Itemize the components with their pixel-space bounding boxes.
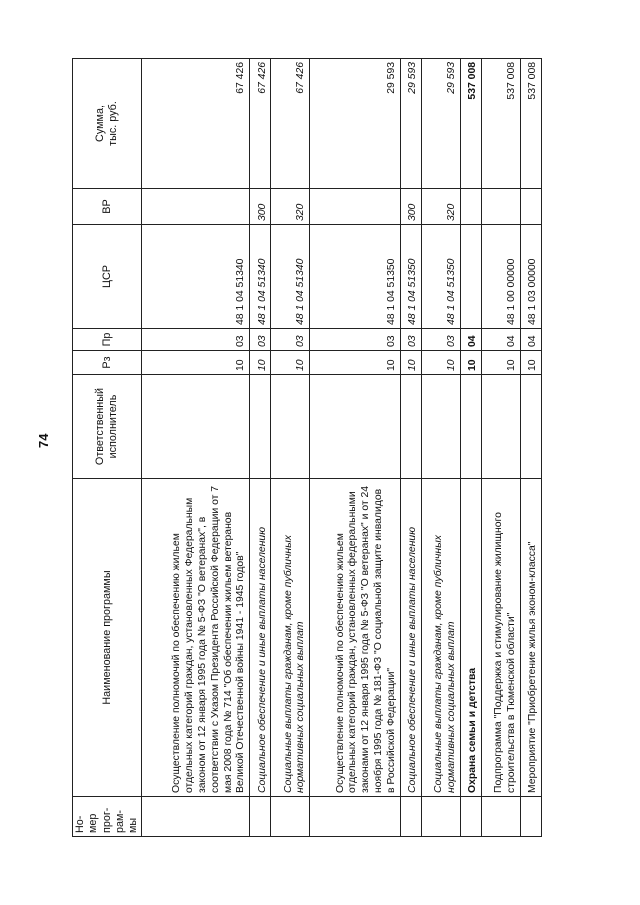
header-number: Но- мер прог- рам- мы: [73, 797, 142, 837]
table-row: [481, 59, 520, 837]
vr-cell: 300: [250, 189, 271, 225]
vr-cell: [460, 189, 481, 225]
executor-cell: [460, 375, 481, 479]
executor-cell: [250, 375, 271, 479]
header-pr: Пр: [73, 329, 142, 351]
csr-cell: 48 1 00 00000: [481, 225, 520, 329]
pr-cell: 03: [400, 329, 421, 351]
header-sum: Сумма, тыс. руб.: [73, 59, 142, 189]
program-name-cell: Социальные выплаты гражданам, кроме публичных нормативных социальных выплат: [421, 479, 460, 797]
num-cell: [250, 797, 271, 837]
pr-cell: 03: [250, 329, 271, 351]
table-row: [142, 59, 250, 837]
csr-cell: 48 1 04 51340: [142, 225, 250, 329]
vr-cell: [481, 189, 520, 225]
csr-cell: 48 1 04 51350: [310, 225, 401, 329]
program-name-cell: Мероприятие "Приобретение жилья эконом-класса": [520, 479, 541, 797]
sum-cell: 29 593: [421, 59, 460, 189]
pr-cell: 04: [481, 329, 520, 351]
header-executor: Ответственный исполнитель: [73, 375, 142, 479]
header-csr: ЦСР: [73, 225, 142, 329]
program-name-cell: Социальное обеспечение и иные выплаты населению: [250, 479, 271, 797]
pr-cell: 03: [142, 329, 250, 351]
num-cell: [310, 797, 401, 837]
vr-cell: [142, 189, 250, 225]
vr-cell: 320: [271, 189, 310, 225]
vr-cell: [310, 189, 401, 225]
rz-cell: 10: [421, 351, 460, 375]
program-name-cell: Социальное обеспечение и иные выплаты населению: [400, 479, 421, 797]
program-name-cell: Социальные выплаты гражданам, кроме публичных нормативных социальных выплат: [271, 479, 310, 797]
csr-cell: 48 1 04 51340: [250, 225, 271, 329]
table-row: [460, 59, 481, 837]
page-number: 74: [36, 433, 51, 448]
header-row: [73, 59, 142, 837]
rz-cell: 10: [250, 351, 271, 375]
sum-cell: 537 008: [520, 59, 541, 189]
sum-cell: 537 008: [481, 59, 520, 189]
num-cell: [142, 797, 250, 837]
budget-table: [72, 58, 542, 837]
table-row: [421, 59, 460, 837]
sum-cell: 67 426: [271, 59, 310, 189]
table-row: [250, 59, 271, 837]
executor-cell: [271, 375, 310, 479]
pr-cell: 04: [460, 329, 481, 351]
table-body: [142, 59, 542, 837]
rz-cell: 10: [460, 351, 481, 375]
sum-cell: 67 426: [250, 59, 271, 189]
rz-cell: 10: [481, 351, 520, 375]
sum-cell: 29 593: [310, 59, 401, 189]
num-cell: [481, 797, 520, 837]
rz-cell: 10: [271, 351, 310, 375]
program-name-cell: Осуществление полномочий по обеспечению жильем отдельных категорий граждан, установленных Федеральным законом от 12 января 1995 года № 5-ФЗ "О ветеранах", в соответствии с Указом Президента Российской Федерации от 7 мая 2008 года № 714 "Об обеспечении жильем ветеранов Великой Отечественной войны 1941 - 1945 годов": [142, 479, 250, 797]
pr-cell: 04: [520, 329, 541, 351]
rz-cell: 10: [142, 351, 250, 375]
csr-cell: [460, 225, 481, 329]
executor-cell: [400, 375, 421, 479]
vr-cell: 300: [400, 189, 421, 225]
executor-cell: [310, 375, 401, 479]
pr-cell: 03: [310, 329, 401, 351]
pr-cell: 03: [271, 329, 310, 351]
header-program-name: Наименование программы: [73, 479, 142, 797]
csr-cell: 48 1 04 51340: [271, 225, 310, 329]
num-cell: [421, 797, 460, 837]
header-rz: Рз: [73, 351, 142, 375]
csr-cell: 48 1 03 00000: [520, 225, 541, 329]
executor-cell: [421, 375, 460, 479]
pr-cell: 03: [421, 329, 460, 351]
csr-cell: 48 1 04 51350: [421, 225, 460, 329]
csr-cell: 48 1 04 51350: [400, 225, 421, 329]
table-row: [400, 59, 421, 837]
program-name-cell: Осуществление полномочий по обеспечению жильем отдельных категорий граждан, установленных федеральными законами от 12 января 1995 года № 5-ФЗ "О ветеранах" и от 24 ноября 1995 года № 181-ФЗ "О социальной защите инвалидов в Российской Федерации": [310, 479, 401, 797]
num-cell: [271, 797, 310, 837]
sum-cell: 29 593: [400, 59, 421, 189]
table-row: [271, 59, 310, 837]
program-name-cell: Подпрограмма "Поддержка и стимулирование жилищного строительства в Тюменской области": [481, 479, 520, 797]
num-cell: [520, 797, 541, 837]
vr-cell: [520, 189, 541, 225]
num-cell: [400, 797, 421, 837]
executor-cell: [481, 375, 520, 479]
sum-cell: 67 426: [142, 59, 250, 189]
rz-cell: 10: [310, 351, 401, 375]
num-cell: [460, 797, 481, 837]
table-row: [520, 59, 541, 837]
program-name-cell: Охрана семьи и детства: [460, 479, 481, 797]
header-vr: ВР: [73, 189, 142, 225]
executor-cell: [142, 375, 250, 479]
vr-cell: 320: [421, 189, 460, 225]
table-row: [310, 59, 401, 837]
rz-cell: 10: [520, 351, 541, 375]
rz-cell: 10: [400, 351, 421, 375]
executor-cell: [520, 375, 541, 479]
rotated-page: [72, 59, 542, 837]
sum-cell: 537 008: [460, 59, 481, 189]
